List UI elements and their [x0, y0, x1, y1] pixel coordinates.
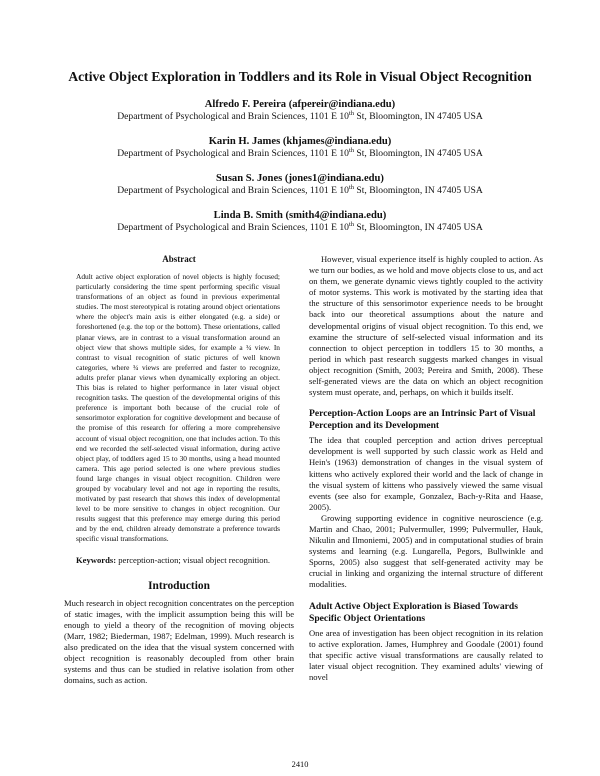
author-block — [40, 136, 560, 160]
author-block — [40, 99, 560, 123]
body-paragraph: One area of investigation has been object recognition in its relation to active exploration. James, Humphrey and Goodale (2001) found that specific active visual transformations are causally related to later visual object recognition. They examined adults' viewing of novel — [309, 627, 543, 682]
right-column — [309, 254, 543, 683]
abstract-heading: Abstract — [162, 254, 196, 264]
keywords — [76, 555, 294, 566]
introduction-paragraph: Much research in object recognition concentrates on the perception of static images, with the implicit assumption being this will be enough to yield a theory of the recognition of moving objects (Marr, 1982; Biederman, 1987; Edelman, 1999). Much research is also predicated on the idea that the visual system concerned with object recognition is reasonably decoupled from other brain systems and thus can be studied in relative isolation from other domains, such as action. — [64, 597, 294, 686]
author-name: Karin H. James (khjames@indiana.edu) — [208, 136, 392, 147]
section-heading-adult-exploration: Adult Active Object Exploration is Biased Towards Specific Object Orientations — [309, 600, 518, 624]
author-block — [40, 173, 560, 197]
keywords-label: Keywords: — [76, 554, 117, 565]
page-number: 2410 — [291, 760, 309, 769]
introduction-heading: Introduction — [148, 579, 210, 592]
author-block — [40, 210, 560, 234]
author-affiliation: Department of Psychological and Brain Sciences, 1101 E 10th St, Bloomington, IN 47405 USA — [117, 109, 483, 122]
section-heading-perception-action: Perception-Action Loops are an Intrinsic Part of Visual Perception and its Development — [309, 408, 536, 432]
author-affiliation: Department of Psychological and Brain Sciences, 1101 E 10th St, Bloomington, IN 47405 USA — [117, 220, 483, 233]
body-paragraph: The idea that coupled perception and action drives perceptual development is well supported by such classic work as Held and Hein's (1963) demonstration of changes in the visual system of kittens who actively explored their world and the lack of change in the visual system of kittens who passively viewed the same visual events (see also for example, Gonzalez, Bach-y-Rita and Haase, 2005). — [309, 435, 543, 512]
author-name: Susan S. Jones (jones1@indiana.edu) — [216, 173, 384, 184]
abstract-text: Adult active object exploration of novel objects is highly focused; particularly considering the time spent performing specific visual transformations of an object as found in previous experimental studies. The most stereotypical is rotating around object orientations where the object's main axis is either elongated (e.g. a side) or foreshortened (e.g. the top or the bottom). These orientations, called planar views, are in contrast to a visual transformation around an object view that shows multiple sides, for example a ¾ view. In contrast to visual recognition of static pictures of well known categories, where ¾ views are preferred and faster to recognize, adults prefer planar views when dynamically exploring an object. This bias is related to higher performance in later visual object recognition tasks. The question of the developmental origins of this preference is important both because of the crucial role of sensorimotor exploration for cognitive development and because of the promise of this research for offering a more comprehensive account of visual object recognition, one that includes action. To this end we recorded the self-selected visual information, during active object play, of toddlers aged 15 to 30 months, using a head mounted camera. This age period selected is one where previous studies found large changes in visual object recognition. Children were grouped by vocabulary level and not age in reporting the results, motivated by past research that shows this index of developmental level to be more sensitive to changes in object recognition. Our results suggest that this preference may emerge during this period and by the end, children already demonstrate a preference towards specific visual transformations. — [76, 272, 280, 544]
left-column — [64, 254, 294, 686]
author-list — [40, 99, 560, 247]
body-paragraph: However, visual experience itself is highly coupled to action. As we turn our bodies, as we hold and move objects close to us, and act on them, we generate dynamic views tightly coupled to the activity of motor systems. This work is motivated by the starting idea that the structure of this sensorimotor experience needs to be brought back into our theoretical assumptions about the nature and developmental origins of visual object recognition. To this end, we examine the structure of self-selected visual information and its connection to object perception in toddlers 15 to 30 months, a period in which past research suggests marked changes in visual object recognition (Smith, 2003; Pereira and Smith, 2008). These self-generated views are the data on which an object recognition system must operate, and, perhaps, on which it builds itself. — [309, 254, 543, 398]
body-paragraph: Growing supporting evidence in cognitive neuroscience (e.g. Martin and Chao, 2001; Pulvermuller, 1999; Pulvermuller, Hauk, Nikulin and Ilmoniemi, 2005) and in computational studies of brain systems and learning (e.g. Lungarella, Pegors, Bullwinkle and Sporns, 2005) also suggest that self-generated activity may be crucial in linking and organizing the internal structure of different modalities. — [309, 512, 543, 590]
author-affiliation: Department of Psychological and Brain Sciences, 1101 E 10th St, Bloomington, IN 47405 USA — [117, 183, 483, 196]
keywords-text: perception-action; visual object recognition. — [116, 554, 271, 565]
author-affiliation: Department of Psychological and Brain Sciences, 1101 E 10th St, Bloomington, IN 47405 USA — [117, 146, 483, 159]
paper-title: Active Object Exploration in Toddlers and its Role in Visual Object Recognition — [68, 69, 532, 84]
author-name: Linda B. Smith (smith4@indiana.edu) — [213, 210, 387, 221]
author-name: Alfredo F. Pereira (afpereir@indiana.edu) — [204, 99, 396, 110]
